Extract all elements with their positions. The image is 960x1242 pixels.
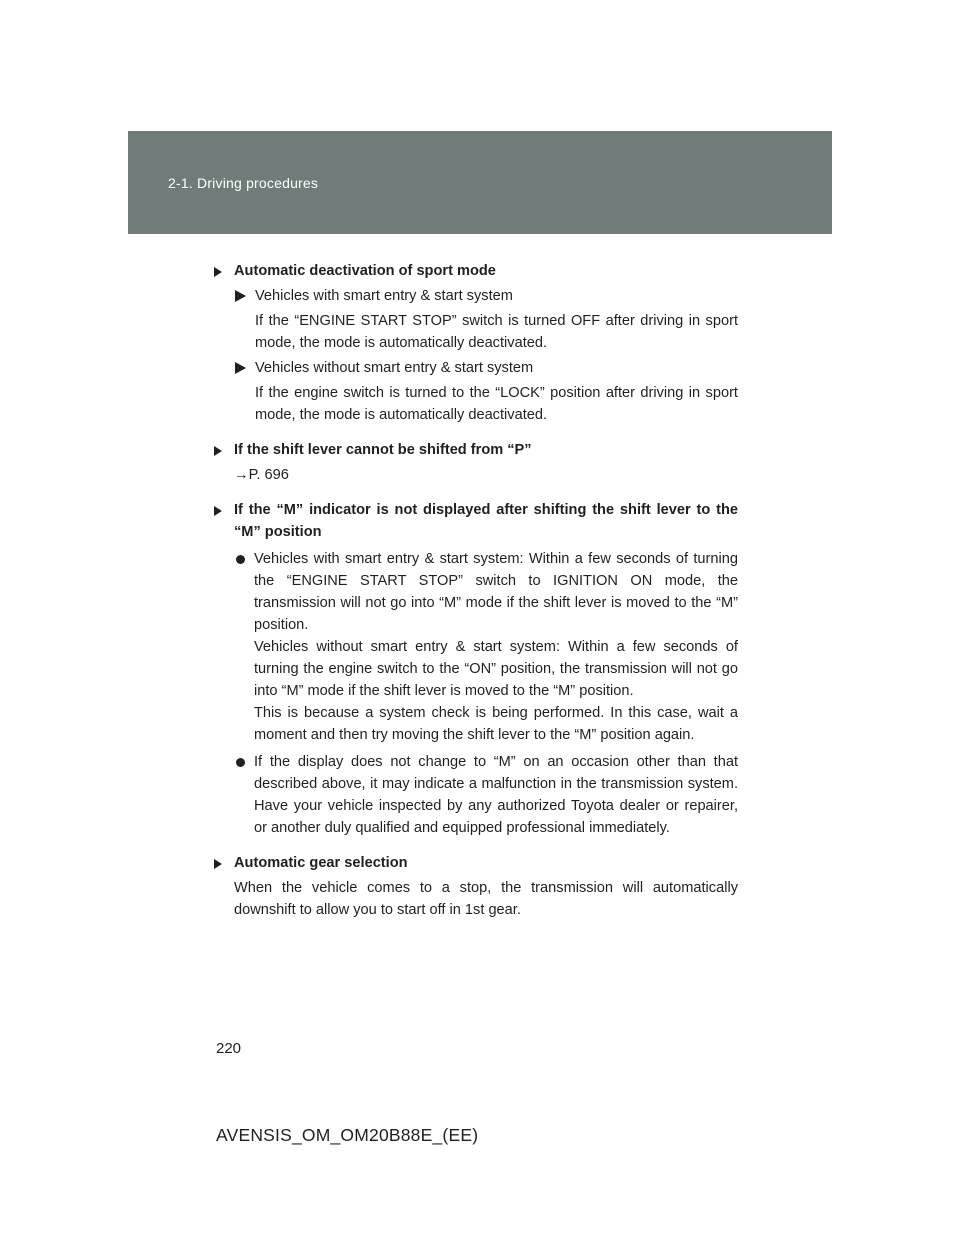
square-bullet-icon [214,506,222,516]
document-code: AVENSIS_OM_OM20B88E_(EE) [216,1125,479,1145]
square-bullet-icon [214,267,222,277]
square-bullet-icon [214,446,222,456]
page-number: 220 [216,1040,242,1057]
triangle-arrow-icon [235,362,246,374]
sub-heading-without-smart-entry: Vehicles without smart entry & start system [214,357,738,379]
bullet-dot-icon [236,555,245,564]
list-item: Vehicles with smart entry & start system: Within a few seconds of turning the “ENGINE START STOP” switch to IGNITION ON mode, the transmission will not go into “M” mode if the shift lever is moved to the “M” position. Vehicles without smart entry & start system: Within a few seconds of turning the engine switch to the “ON” position, the transmission will not go into “M” mode if the shift lever is moved to the “M” position. This is because a system check is being performed. In this case, wait a moment and then try moving the shift lever to the “M” position again. [214,548,738,746]
square-bullet-icon [214,859,222,869]
list-item: If the display does not change to “M” on an occasion other than that described above, it may indicate a malfunction in the transmission system. Have your vehicle inspected by any authorized Toyota dealer or repairer, or another duly qualified and equipped professional immediately. [214,751,738,839]
page-content [214,257,738,921]
heading-shift-lever-p: If the shift lever cannot be shifted from “P” [214,439,738,461]
heading-sport-mode-deactivation: Automatic deactivation of sport mode [214,260,738,282]
paragraph: If the engine switch is turned to the “LOCK” position after driving in sport mode, the mode is automatically deactivated. [255,385,738,423]
heading-m-indicator: If the “M” indicator is not displayed after shifting the shift lever to the “M” position [214,499,738,543]
header-bar [128,131,832,234]
triangle-arrow-icon [235,290,246,302]
heading-automatic-gear-selection: Automatic gear selection [214,852,738,874]
paragraph: When the vehicle comes to a stop, the transmission will automatically downshift to allow you to start off in 1st gear. [234,880,738,918]
sub-heading-with-smart-entry: Vehicles with smart entry & start system [214,285,738,307]
bullet-dot-icon [236,758,245,767]
paragraph: If the “ENGINE START STOP” switch is turned OFF after driving in sport mode, the mode is automatically deactivated. [255,313,738,351]
page-reference-link[interactable]: →P. 696 [234,467,289,483]
section-title: 2-1. Driving procedures [168,175,319,191]
